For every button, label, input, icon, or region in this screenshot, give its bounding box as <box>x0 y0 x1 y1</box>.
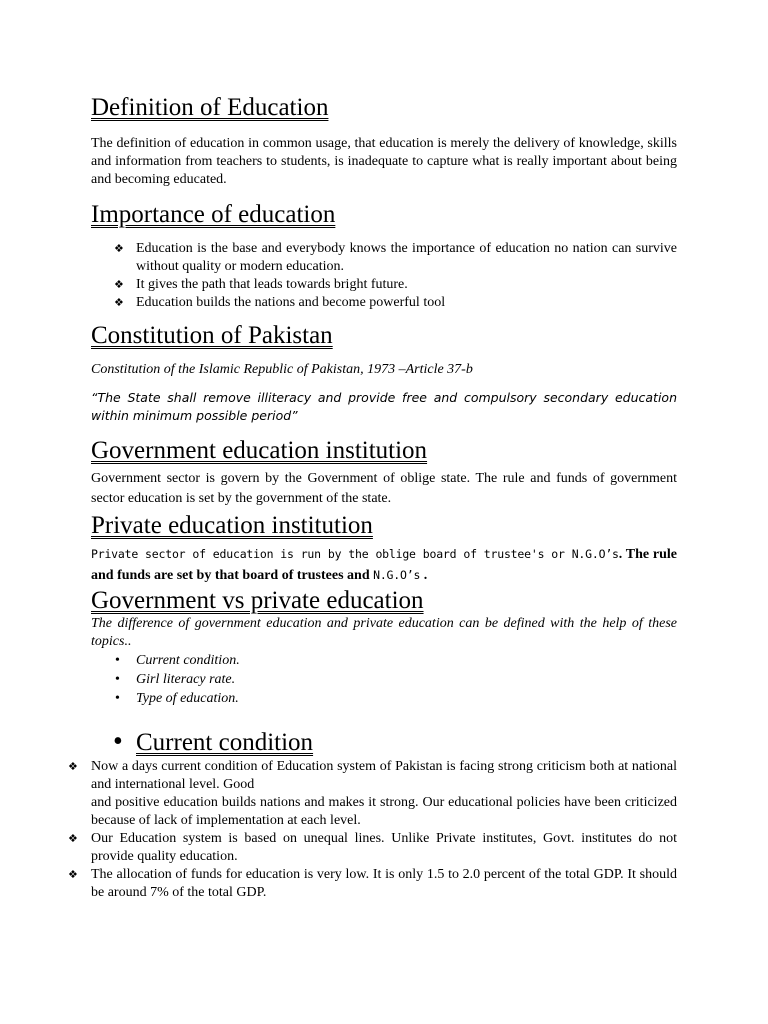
private-paragraph <box>91 544 677 586</box>
private-text-part: Private sector of education is run by the oblige board of trustee's or N.G.O’s <box>91 547 619 561</box>
diamond-bullet-icon: ❖ <box>68 868 78 881</box>
round-bullet-icon: • <box>115 653 120 668</box>
round-bullet-icon: • <box>115 672 120 687</box>
current-condition-item-text: The allocation of funds for education is very low. It is only 1.5 to 2.0 percent of the total GDP. It should be around 7% of the total GDP. <box>91 867 677 900</box>
heading-constitution-of-pakistan: Constitution of Pakistan <box>91 322 333 349</box>
current-condition-item-text: Now a days current condition of Education system of Pakistan is facing strong criticism both at national and international level. Good <box>91 759 677 792</box>
list-item-continuation <box>68 794 677 830</box>
current-condition-continuation-text: and positive education builds nations and makes it strong. Our educational policies have been criticized because of lack of implementation at each level. <box>91 795 677 828</box>
diamond-bullet-icon: ❖ <box>68 760 78 773</box>
government-paragraph: Government sector is govern by the Government of oblige state. The rule and funds of government sector education is set by the government of the state. <box>91 471 677 506</box>
list-item <box>114 276 677 294</box>
list-item <box>114 294 677 312</box>
diamond-bullet-icon: ❖ <box>68 832 78 845</box>
round-bullet-icon: • <box>115 691 120 706</box>
comparison-topics-list <box>113 652 677 709</box>
constitution-citation: Constitution of the Islamic Republic of Pakistan, 1973 –Article 37-b <box>91 362 473 377</box>
list-item <box>113 652 677 671</box>
list-item <box>68 758 677 794</box>
topic-text: Type of education. <box>136 691 239 706</box>
diamond-bullet-icon: ❖ <box>114 296 124 309</box>
heading-government-vs-private-education: Government vs private education <box>91 587 424 614</box>
private-text-part: . <box>420 568 428 583</box>
heading-importance-of-education: Importance of education <box>91 201 336 228</box>
diamond-bullet-icon: ❖ <box>114 242 124 255</box>
private-text-part: . The rule and funds are set by that board of trustees and <box>91 547 677 583</box>
current-condition-item-text: Our Education system is based on unequal lines. Unlike Private institutes, Govt. institutes do not provide quality education. <box>91 831 677 864</box>
importance-item-text: It gives the path that leads towards bright future. <box>136 277 408 292</box>
list-item <box>68 866 677 902</box>
heading-government-education-institution: Government education institution <box>91 437 428 464</box>
importance-list <box>114 240 677 312</box>
list-item <box>114 240 677 276</box>
definition-paragraph: The definition of education in common usage, that education is merely the delivery of knowledge, skills and information from teachers to students, is inadequate to capture what is really important about being and becoming educated. <box>91 136 677 187</box>
list-item <box>113 690 677 709</box>
heading-definition-of-education: Definition of Education <box>91 94 329 121</box>
importance-item-text: Education is the base and everybody knows the importance of education no nation can survive without quality or modern education. <box>136 241 677 274</box>
round-bullet-icon: • <box>113 726 123 757</box>
importance-item-text: Education builds the nations and become powerful tool <box>136 295 446 310</box>
comparison-intro: The difference of government education and private education can be defined with the help of these topics.. <box>91 616 677 649</box>
list-item <box>113 671 677 690</box>
current-condition-list <box>68 758 677 902</box>
topic-text: Girl literacy rate. <box>136 672 236 687</box>
diamond-bullet-icon: ❖ <box>114 278 124 291</box>
constitution-quote: “The State shall remove illiteracy and provide free and compulsory secondary education within minimum possible period” <box>91 390 677 423</box>
heading-current-condition: Current condition <box>136 729 314 756</box>
heading-private-education-institution: Private education institution <box>91 512 373 539</box>
topic-text: Current condition. <box>136 653 240 668</box>
private-text-part: N.G.O’s <box>373 568 421 582</box>
list-item <box>68 830 677 866</box>
